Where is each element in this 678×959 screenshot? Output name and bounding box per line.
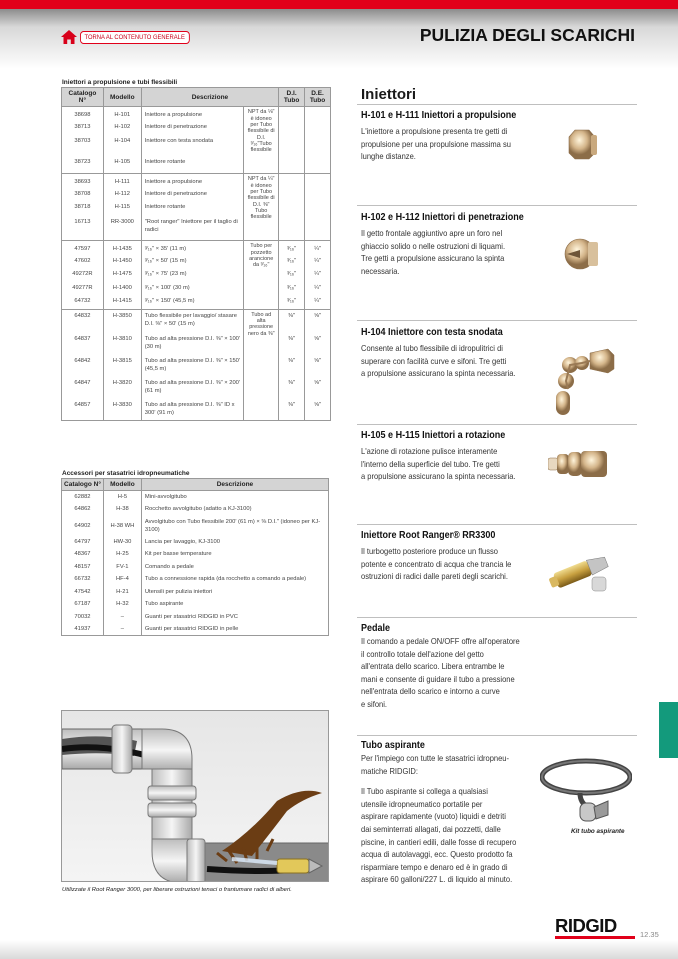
- page-title: PULIZIA DEGLI SCARICHI: [419, 25, 635, 45]
- desc-value: "Root ranger" Iniettore per il taglio di radici: [144, 218, 238, 233]
- desc-value: Iniettore con testa snodata: [144, 138, 214, 145]
- col-description: Descrizione: [141, 479, 328, 491]
- de-value: [308, 201, 327, 215]
- cell-desc: Guanti per stasatrici RIDGID in PVC: [141, 611, 328, 624]
- body-line: e sifoni.: [361, 699, 387, 709]
- section-body: [361, 546, 511, 584]
- note-cell: Tubo ad alta pressione nero da ⅜": [244, 309, 279, 420]
- col-description: Descrizione: [141, 88, 278, 107]
- di-value: [282, 174, 301, 188]
- injectors-hoses-table: [61, 87, 331, 421]
- footer-gradient: [0, 940, 678, 959]
- body-line: matiche RIDGID:: [361, 766, 418, 776]
- section-body: [361, 753, 516, 887]
- cell-model: H-25: [103, 548, 141, 561]
- desc-value: Iniettore rotante: [144, 159, 186, 166]
- cat-value: 49277R: [72, 284, 93, 291]
- di-value: ³⁄₁₆": [286, 298, 297, 305]
- cat-value: 64847: [74, 379, 91, 386]
- body-line: risparmiare tempo e denaro ed è in grado di: [361, 862, 508, 872]
- model-value: H-104: [114, 138, 131, 145]
- body-line: aspirare 60 galloni/227 L. di liquido al minuto.: [361, 875, 513, 885]
- cell-desc: [141, 107, 244, 174]
- cell-cat: 48367: [62, 548, 104, 561]
- cat-value: 64837: [74, 335, 91, 342]
- cell-cat: 64797: [62, 536, 104, 549]
- cat-value: 64732: [74, 298, 91, 305]
- di-value: [282, 134, 301, 156]
- cell-di: [279, 309, 305, 420]
- table-row: [62, 548, 329, 561]
- desc-value: Iniettore di penetrazione: [144, 190, 207, 197]
- cell-model: H-5: [103, 491, 141, 504]
- table-row: [62, 598, 329, 611]
- section-heading: Tubo aspirante: [361, 740, 425, 751]
- cell-model: –: [103, 611, 141, 624]
- divider: [357, 617, 637, 618]
- divider: [357, 205, 637, 206]
- cat-value: 47597: [74, 246, 91, 253]
- section-heading: Pedale: [361, 623, 391, 634]
- desc-value: Tubo ad alta pressione D.I. ⅜" × 100' (30 m): [144, 335, 241, 350]
- cell-de: [305, 107, 331, 174]
- cell-de: [305, 309, 331, 420]
- body-line: aspirare rapidamente (vuoto) liquidi e detriti: [361, 812, 506, 822]
- cell-model: –: [103, 623, 141, 636]
- de-value: [308, 215, 327, 237]
- cat-value: 38703: [74, 138, 91, 145]
- col-de: D.E. Tubo: [305, 88, 331, 107]
- table-row: [62, 516, 329, 536]
- de-value: [308, 156, 327, 170]
- divider: [357, 424, 637, 425]
- rr3300-root-ranger-image: [548, 549, 614, 593]
- desc-value: ³⁄₁₆" × 50' (15 m): [144, 257, 187, 264]
- de-value: ¼": [314, 284, 321, 291]
- h101-nozzle-image: [565, 127, 599, 161]
- cat-value: 38718: [74, 204, 91, 211]
- col-model: Modello: [103, 479, 141, 491]
- col-catalog: Catalogo N°: [62, 479, 104, 491]
- cell-cat: [62, 107, 104, 174]
- cat-value: 64832: [74, 312, 91, 319]
- cell-de: [305, 241, 331, 310]
- body-line: a propulsione assicurano la spinta necessaria.: [361, 369, 516, 379]
- cell-model: [103, 241, 141, 310]
- cat-value: 47602: [74, 257, 91, 264]
- di-value: ³⁄₁₆": [286, 271, 297, 278]
- cell-cat: 48157: [62, 561, 104, 574]
- desc-value: Tubo ad alta pressione D.I. ⅜" × 200' (61 m): [144, 379, 241, 394]
- cat-value: 38698: [74, 112, 91, 119]
- section-body: [361, 446, 516, 484]
- cat-value: 49272R: [72, 271, 93, 278]
- body-line: l'interno della superficie del tubo. Tre getti: [361, 459, 500, 469]
- body-line: Il comando a pedale ON/OFF offre all'operatore: [361, 637, 520, 646]
- table-row-group: [62, 241, 331, 310]
- desc-value: ³⁄₁₆" × 100' (30 m): [144, 284, 190, 291]
- de-value: [308, 134, 327, 156]
- cell-model: H-38 WH: [103, 516, 141, 536]
- table-row: [62, 611, 329, 624]
- body-line: nell'entrata dello scarico e intorno a curve: [361, 687, 500, 697]
- cell-model: HF-4: [103, 573, 141, 586]
- cell-desc: Mini-avvolgitubo: [141, 491, 328, 504]
- cell-desc: Lancia per lavaggio, KJ-3100: [141, 536, 328, 549]
- di-value: [282, 107, 301, 121]
- suction-hose-kit-image: [540, 755, 632, 827]
- section-heading: Iniettore Root Ranger® RR3300: [361, 530, 496, 541]
- cat-value: 38713: [74, 123, 91, 130]
- cell-cat: 41937: [62, 623, 104, 636]
- body-line: all'entrata dello scarico. Libera entrambe le: [361, 662, 505, 672]
- body-line: potente e concentrato di acqua che trancia le: [361, 559, 512, 569]
- cell-desc: Comando a pedale: [141, 561, 328, 574]
- model-value: H-3820: [112, 379, 132, 386]
- model-value: H-112: [114, 190, 130, 197]
- ridgid-logo-underline: [555, 936, 635, 939]
- body-line: utensile idropneumatico portatile per: [361, 799, 483, 809]
- cell-desc: [141, 174, 244, 241]
- di-value: ⅜": [288, 379, 296, 386]
- h104-swivel-nozzle-image: [548, 345, 618, 417]
- cell-model: H-38: [103, 503, 141, 516]
- h102-nozzle-image: [564, 236, 600, 272]
- body-line: Per l'impiego con tutte le stasatrici idropneu-: [361, 754, 509, 763]
- di-value: ⅜": [288, 335, 296, 342]
- desc-value: Tubo flessibile per lavaggio/ stasare D.I. ⅜" × 50' (15 m): [144, 312, 237, 327]
- de-value: ⅝": [314, 357, 321, 364]
- body-line: a propulsione assicurano la spinta necessaria.: [361, 472, 516, 482]
- section-body: [361, 228, 505, 278]
- desc-value: ³⁄₁₆" × 150' (45,5 m): [144, 298, 195, 305]
- table-row-group: [62, 174, 331, 241]
- de-value: [308, 107, 327, 121]
- divider: [357, 104, 637, 105]
- desc-value: ³⁄₁₆" × 75' (23 m): [144, 271, 187, 278]
- cell-model: H-32: [103, 598, 141, 611]
- cell-cat: 66732: [62, 573, 104, 586]
- page-number: 12.35: [640, 930, 659, 939]
- cat-value: 38693: [74, 179, 91, 186]
- di-value: [282, 156, 301, 170]
- cell-cat: 47542: [62, 586, 104, 599]
- section-heading: H-102 e H-112 Iniettori di penetrazione: [361, 212, 524, 223]
- section-body: [361, 343, 516, 381]
- desc-value: Iniettore a propulsione: [144, 179, 203, 186]
- cat-value: 16713: [74, 218, 91, 225]
- chapter-tab[interactable]: [659, 702, 678, 758]
- body-line: propulsione per una propulsione massima su: [361, 139, 511, 149]
- section-heading: H-104 Iniettore con testa snodata: [361, 327, 503, 338]
- note-cell: NPT da ¼" è idoneo per Tubo flessibile di D.I. ⅜" Tubo flessibile: [244, 174, 279, 241]
- de-value: [308, 188, 327, 202]
- model-value: H-3850: [112, 312, 132, 319]
- body-line: acqua di autolavaggi, ecc. Questo prodotto fa: [361, 850, 513, 860]
- de-value: ¼": [314, 271, 321, 278]
- body-line: dai seminterrati allagati, dai pozzetti, dalle: [361, 824, 501, 834]
- di-value: ³⁄₁₆": [286, 246, 297, 253]
- cell-cat: 70032: [62, 611, 104, 624]
- top-red-bar: [0, 0, 678, 9]
- note-cell: NPT da ⅛" è idoneo per Tubo flessibile di D.I. ³⁄₁₆"Tubo flessibile: [244, 107, 279, 174]
- section-heading: H-101 e H-111 Iniettori a propulsione: [361, 110, 517, 121]
- cell-di: [279, 174, 305, 241]
- cell-cat: 64862: [62, 503, 104, 516]
- table-row: [62, 573, 329, 586]
- cell-cat: 64902: [62, 516, 104, 536]
- section-body: [361, 126, 511, 164]
- cell-cat: [62, 241, 104, 310]
- table1-title: Iniettori a propulsione e tubi flessibili: [62, 79, 178, 86]
- root-ranger-pipe-illustration: [61, 710, 329, 882]
- model-value: H-101: [114, 112, 131, 119]
- body-line: superare con facilità curve e sifoni. Tre getti: [361, 356, 507, 366]
- cell-desc: Tubo aspirante: [141, 598, 328, 611]
- table-row-group: [62, 107, 331, 174]
- model-value: H-1435: [112, 246, 132, 253]
- cell-desc: Guanti per stasatrici RIDGID in pelle: [141, 623, 328, 636]
- model-value: H-1475: [112, 271, 132, 278]
- de-value: ⅝": [314, 379, 321, 386]
- cell-cat: 62882: [62, 491, 104, 504]
- desc-value: Iniettore a propulsione: [144, 112, 203, 119]
- section-title-iniettori: Iniettori: [361, 86, 416, 103]
- note-cell: Tubo per pozzetto arancione da ³⁄₁₆": [244, 241, 279, 310]
- table-row: [62, 561, 329, 574]
- cell-cat: 67187: [62, 598, 104, 611]
- de-value: [308, 174, 327, 188]
- model-value: H-1400: [112, 284, 132, 291]
- di-value: [282, 188, 301, 202]
- body-line: piscine, in cantieri edili, dalle fosse di recupero: [361, 837, 517, 847]
- cell-di: [279, 107, 305, 174]
- body-line: Il turbogetto posteriore produce un flusso: [361, 547, 498, 556]
- model-value: H-3815: [112, 357, 132, 364]
- col-di: D.I. Tubo: [279, 88, 305, 107]
- body-line: Il getto frontale aggiuntivo apre un foro nel: [361, 229, 503, 238]
- cell-model: [103, 174, 141, 241]
- cat-value: 38723: [74, 159, 91, 166]
- model-value: H-1415: [112, 298, 132, 305]
- cell-desc: [141, 241, 244, 310]
- model-value: H-111: [114, 179, 130, 186]
- body-line: necessaria.: [361, 266, 400, 276]
- model-value: H-3810: [112, 335, 132, 342]
- pipe-diagram-icon: [62, 711, 329, 882]
- desc-value: Iniettore di penetrazione: [144, 123, 207, 130]
- body-line: ostruzioni di radici dalle pareti degli scarichi.: [361, 572, 508, 582]
- di-value: ⅜": [288, 357, 296, 364]
- body-line: L'azione di rotazione pulisce interamente: [361, 447, 498, 456]
- di-value: [282, 201, 301, 215]
- cell-model: [103, 309, 141, 420]
- cat-value: 38708: [74, 190, 91, 197]
- cell-desc: Tubo a connessione rapida (da rocchetto a comando a pedale): [141, 573, 328, 586]
- di-value: [282, 121, 301, 135]
- cell-model: HW-30: [103, 536, 141, 549]
- model-value: H-115: [114, 204, 130, 211]
- table2-title: Accessori per stasatrici idropneumatiche: [62, 470, 190, 477]
- di-value: [282, 215, 301, 237]
- de-value: ¼": [314, 257, 321, 264]
- cell-cat: [62, 309, 104, 420]
- model-value: H-105: [114, 159, 131, 166]
- illustration-caption: Utilizzate il Root Ranger 3000, per liberare ostruzioni tenaci o frantumare radici di alberi.: [62, 887, 292, 893]
- model-value: H-102: [114, 123, 131, 130]
- di-value: ⅜": [288, 312, 296, 319]
- cell-desc: Avvolgitubo con Tubo flessibile 200' (61 m) × ⅜ D.I." (idoneo per KJ-3100): [141, 516, 328, 536]
- de-value: [308, 121, 327, 135]
- cat-value: 64842: [74, 357, 91, 364]
- cell-model: H-21: [103, 586, 141, 599]
- section-heading: H-105 e H-115 Iniettori a rotazione: [361, 430, 506, 441]
- desc-value: Tubo ad alta pressione D.I. ⅜" ID x 300' (91 m): [144, 401, 235, 416]
- back-to-contents-link[interactable]: [61, 30, 202, 44]
- model-value: RR-3000: [110, 218, 134, 225]
- body-line: lunghe distanze.: [361, 152, 416, 162]
- di-value: ³⁄₁₆": [286, 257, 297, 264]
- back-link-label[interactable]: TORNA AL CONTENUTO GENERALE: [80, 31, 189, 44]
- cell-cat: [62, 174, 104, 241]
- divider: [357, 524, 637, 525]
- ridgid-logo: RIDGID: [555, 915, 617, 936]
- divider: [357, 320, 637, 321]
- desc-value: ³⁄₁₆" × 35' (11 m): [144, 246, 187, 253]
- body-line: il controllo totale dell'azione del getto: [361, 649, 484, 659]
- table-row: [62, 536, 329, 549]
- h105-rotating-nozzle-image: [548, 449, 610, 479]
- body-line: Il Tubo aspirante si collega a qualsiasi: [361, 787, 488, 797]
- de-value: ¼": [314, 298, 321, 305]
- de-value: ⅝": [314, 335, 321, 342]
- cell-di: [279, 241, 305, 310]
- di-value: ³⁄₁₆": [286, 284, 297, 291]
- divider: [357, 735, 637, 736]
- model-value: H-1450: [112, 257, 132, 264]
- section-body: [361, 636, 520, 712]
- body-line: ghiaccio solido o nelle ostruzioni di liquami.: [361, 241, 506, 251]
- table-row: [62, 623, 329, 636]
- body-line: L'iniettore a propulsione presenta tre getti di: [361, 127, 508, 136]
- model-value: H-3830: [112, 401, 132, 408]
- hose-kit-caption: Kit tubo aspirante: [571, 828, 625, 835]
- de-value: ⅝": [314, 401, 321, 408]
- cell-desc: Utensili per pulizia iniettori: [141, 586, 328, 599]
- cell-desc: Rocchetto avvolgitubo (adatto a KJ-3100): [141, 503, 328, 516]
- accessories-table: [61, 478, 329, 636]
- cat-value: 64857: [74, 401, 91, 408]
- table-row: [62, 503, 329, 516]
- table-row: [62, 586, 329, 599]
- col-model: Modello: [103, 88, 141, 107]
- cell-desc: [141, 309, 244, 420]
- desc-value: Iniettore rotante: [144, 204, 186, 211]
- de-value: ⅝": [314, 312, 321, 319]
- col-catalog: Catalogo N°: [62, 88, 104, 107]
- cell-desc: Kit per basse temperature: [141, 548, 328, 561]
- home-icon: [61, 30, 77, 44]
- cell-model: [103, 107, 141, 174]
- table-row: [62, 491, 329, 504]
- cell-model: FV-1: [103, 561, 141, 574]
- body-line: mani e consente di guidare il tubo a pressione: [361, 674, 515, 684]
- body-line: Tre getti a propulsione assicurano la spinta: [361, 254, 505, 264]
- body-line: Consente al tubo flessibile di idropulitrici di: [361, 344, 503, 353]
- table-row-group: [62, 309, 331, 420]
- cell-de: [305, 174, 331, 241]
- de-value: ¼": [314, 246, 321, 253]
- di-value: ⅜": [288, 401, 296, 408]
- desc-value: Tubo ad alta pressione D.I. ⅜" × 150' (45,5 m): [144, 357, 241, 372]
